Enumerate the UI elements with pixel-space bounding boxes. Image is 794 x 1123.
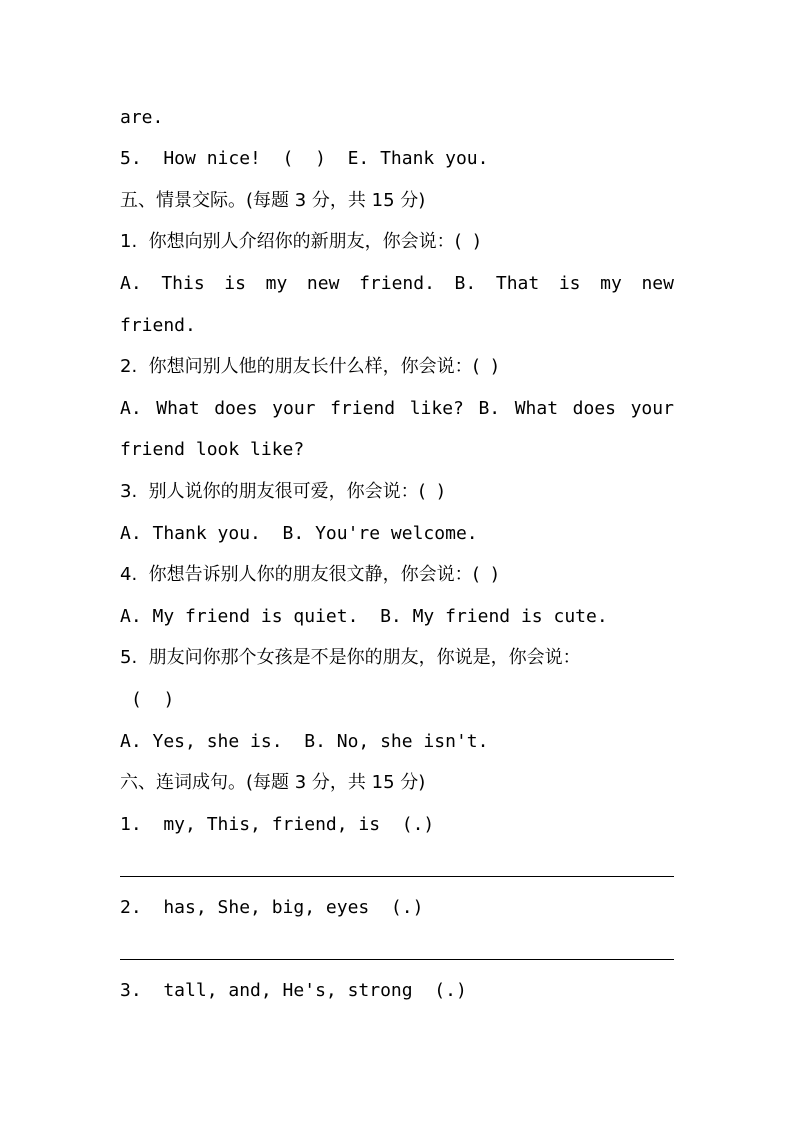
word: does — [214, 398, 258, 419]
question-3-prompt: 3. 别人说你的朋友很可爱，你会说：( ) — [120, 481, 445, 502]
question-1-prompt: 1. 你想向别人介绍你的新朋友，你会说：( ) — [120, 231, 481, 252]
word: What — [514, 398, 559, 419]
word: is — [224, 273, 246, 294]
answer-line-2 — [120, 959, 674, 960]
word: That — [495, 273, 540, 294]
word: A. — [120, 398, 142, 419]
question-5-answer-bracket: ( ) — [131, 689, 175, 710]
question-5-prompt: 5. 朋友问你那个女孩是不是你的朋友，你说是，你会说： — [120, 647, 581, 668]
text-line: are. — [120, 107, 164, 128]
sentence-2-words: 2. has, She, big, eyes (.) — [120, 897, 424, 918]
answer-line-1 — [120, 876, 674, 877]
word: friend. — [359, 273, 435, 294]
word: like? — [409, 398, 464, 419]
question-4-options: A. My friend is quiet. B. My friend is cute. — [120, 606, 608, 627]
word: my — [265, 273, 288, 294]
word: your — [272, 398, 316, 419]
word: friend — [330, 398, 396, 419]
word: B. — [478, 398, 501, 419]
word: your — [630, 398, 674, 419]
question-3-options: A. Thank you. B. You're welcome. — [120, 523, 478, 544]
question-1-options-cont: friend. — [120, 315, 196, 336]
word: This — [161, 273, 205, 294]
word: is — [558, 273, 581, 294]
word: A. — [120, 273, 142, 294]
word: does — [572, 398, 617, 419]
question-2-prompt: 2. 你想问别人他的朋友长什么样，你会说：( ) — [120, 356, 499, 377]
word: my — [600, 273, 622, 294]
word: new — [306, 273, 340, 294]
sentence-1-words: 1. my, This, friend, is (.) — [120, 814, 435, 835]
question-2-options-cont: friend look like? — [120, 439, 305, 460]
question-1-options — [120, 272, 674, 296]
question-5-matching: 5. How nice! ( ) E. Thank you. — [120, 148, 489, 169]
word: What — [156, 398, 200, 419]
section-5-heading: 五、情景交际。(每题 3 分，共 15 分) — [120, 190, 426, 211]
word: B. — [454, 273, 477, 294]
section-6-heading: 六、连词成句。(每题 3 分，共 15 分) — [120, 772, 426, 793]
question-2-options — [120, 397, 674, 421]
word: new — [641, 273, 674, 294]
question-4-prompt: 4. 你想告诉别人你的朋友很文静，你会说：( ) — [120, 564, 499, 585]
question-5-options: A. Yes, she is. B. No, she isn't. — [120, 731, 489, 752]
sentence-3-words: 3. tall, and, He's, strong (.) — [120, 980, 467, 1001]
